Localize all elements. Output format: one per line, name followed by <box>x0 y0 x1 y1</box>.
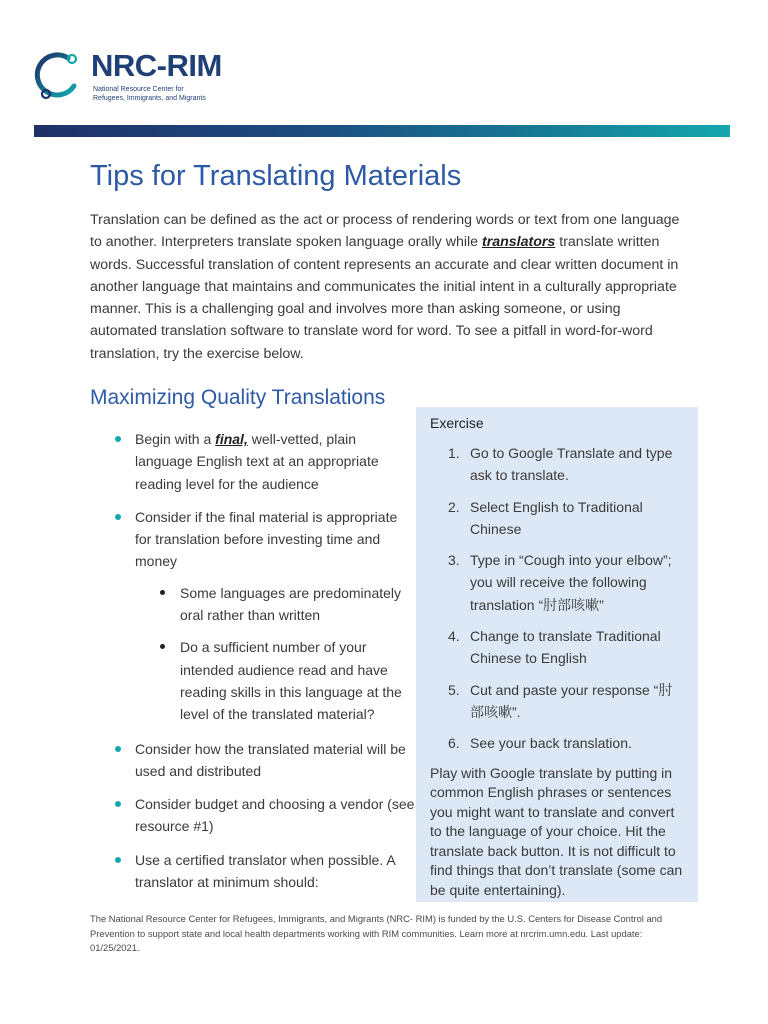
section-heading: Maximizing Quality Translations <box>90 386 386 409</box>
exercise-title: Exercise <box>430 415 484 431</box>
sub-list-item <box>160 636 415 725</box>
sub-bullet-text: Do a sufficient number of your intended audience read and have reading skills in this language at the level of the translated material? <box>180 639 402 723</box>
step-text: Select English to Traditional Chinese <box>470 498 643 537</box>
bullet-text: Begin with a <box>135 431 216 447</box>
intro-emphasis-translators: translators <box>481 234 556 251</box>
step-number: 5. <box>448 681 460 698</box>
footer-note: The National Resource Center for Refugees, Immigrants, and Migrants (NRC- RIM) is funded by the U.S. Centers for Disease Control and Prevention to support state and local health departments working with RIM communities. Learn more at nrcrim.umn.edu. Last update: 01/25/2021. <box>90 913 663 953</box>
sub-list-item <box>160 582 415 627</box>
sub-list <box>135 582 415 726</box>
step-number: 2. <box>448 498 460 515</box>
nrc-rim-logo <box>34 50 224 106</box>
bullet-icon <box>115 746 121 752</box>
list-item <box>115 793 415 838</box>
header-gradient-band <box>34 125 730 137</box>
list-item <box>115 738 415 783</box>
exercise-step <box>430 625 685 670</box>
bullet-text: well-vetted, plain language English text at an appropriate reading level for the audience <box>135 431 379 492</box>
exercise-paragraph: Play with Google translate by putting in common English phrases or sentences you might want to translate and convert to the language of your choice. Hit the translate back button. It is not difficult to find things that don’t translate (some can be quite entertaining). <box>430 764 683 898</box>
bullet-text: Use a certified translator when possible. A translator at minimum should: <box>135 851 395 891</box>
intro-text-start: Translation can be defined as the act or process of rendering words or text from one language to another. Interpreters translate spoken language orally while <box>90 212 680 251</box>
step-number: 3. <box>448 552 460 569</box>
step-number: 6. <box>448 735 460 752</box>
bullet-icon <box>160 590 165 595</box>
bullet-icon <box>160 644 165 649</box>
page-title: Tips for Translating Materials <box>90 160 462 192</box>
step-text: Change to translate Traditional Chinese to English <box>470 628 661 667</box>
bullet-text: Consider budget and choosing a vendor (see resource #1) <box>135 796 415 835</box>
exercise-step <box>430 496 685 541</box>
bullet-text: Consider if the final material is appropriate for translation before investing time and money <box>135 508 398 570</box>
logo-name: NRC-RIM <box>91 48 222 83</box>
step-number: 1. <box>448 445 460 461</box>
intro-text-end: translate written words. Successful translation of content represents an accurate and clear written document in another language that maintains and communicates the initial intent in a culturally appropriate manner. This is a challenging goal and involves more than asking someone, or using automated translation software to translate word for word. To see a pitfall in word-for-word translation, try the exercise below. <box>90 234 679 362</box>
list-item <box>115 849 415 894</box>
exercise-step <box>430 732 685 754</box>
logo-subtitle: National Resource Center for Refugees, Immigrants, and Migrants <box>93 86 206 102</box>
step-text: See your back translation. <box>470 735 632 752</box>
exercise-steps <box>430 442 685 755</box>
sub-bullet-text: Some languages are predominately oral rather than written <box>180 584 402 624</box>
list-item <box>115 506 415 726</box>
step-text: Type in “Cough into your elbow”; you will receive the following translation “肘部咳嗽” <box>470 552 672 613</box>
bullet-icon <box>115 801 121 807</box>
logo-ring-icon <box>34 50 84 104</box>
bullet-icon <box>115 436 121 442</box>
step-text: Cut and paste your response “肘部咳嗽”. <box>470 681 673 720</box>
tips-list <box>115 428 415 904</box>
bullet-icon <box>115 857 121 863</box>
list-item <box>115 428 415 495</box>
step-text: Go to Google Translate and type ask to translate. <box>470 445 673 484</box>
bullet-text: Consider how the translated material will be used and distributed <box>135 740 406 779</box>
exercise-step <box>430 679 685 724</box>
intro-paragraph <box>90 209 690 365</box>
bullet-icon <box>115 514 121 520</box>
exercise-step <box>430 549 685 616</box>
exercise-box <box>416 407 698 902</box>
bullet-emphasis-final: final, <box>215 431 248 447</box>
exercise-step <box>430 442 685 487</box>
step-number: 4. <box>448 628 460 645</box>
